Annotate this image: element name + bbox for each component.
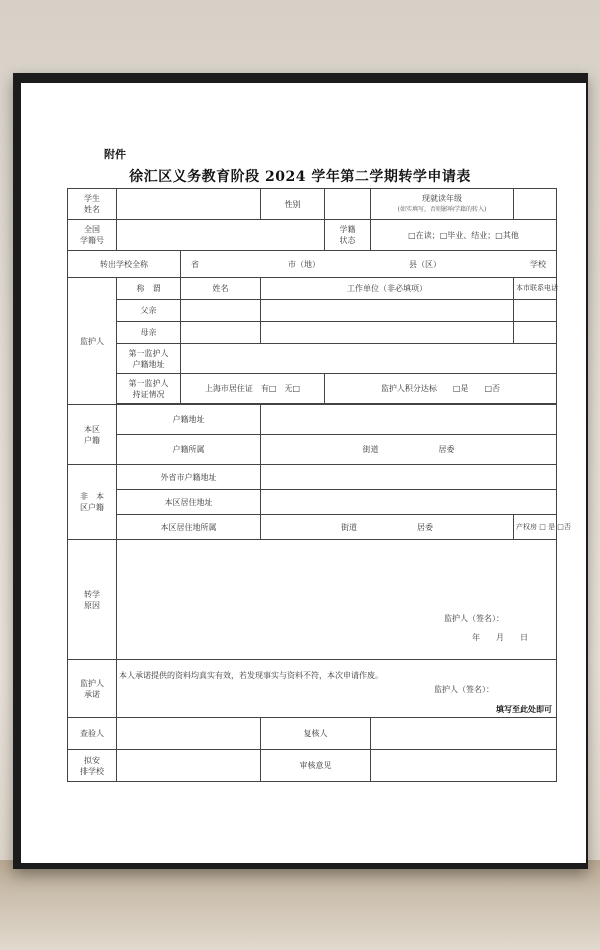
gender-field[interactable] [325, 189, 371, 220]
other-province-address-field[interactable] [261, 465, 557, 490]
col-work: 工作单位（非必填项） [261, 278, 514, 300]
pledge-label: 监护人 承诺 [68, 660, 117, 718]
fill-note: 填写至此处即可 [496, 704, 552, 714]
father-work-field[interactable] [261, 300, 514, 322]
mother-work-field[interactable] [261, 322, 514, 344]
row-first-guardian-address [68, 344, 557, 374]
transfer-school-label: 转出学校全称 [68, 251, 181, 278]
hukou-address-label: 户籍地址 [117, 405, 261, 435]
committee-label: 居委 [417, 522, 433, 532]
reason-guardian-sign: 监护人（签名）： [444, 614, 504, 623]
property-options[interactable]: 产权房 □ 是 □否 [514, 515, 557, 540]
local-hukou-label: 本区 户籍 [68, 405, 117, 465]
reviewer-field[interactable] [117, 718, 261, 750]
first-guardian-address-field[interactable] [181, 344, 557, 374]
current-grade-note: (如实填写，否则影响学籍的转入) [397, 206, 487, 213]
current-grade-label: 现就读年级 [422, 194, 462, 203]
mother-name-field[interactable] [181, 322, 261, 344]
district-residence-belongs-label: 本区居住地所属 [117, 515, 261, 540]
proposed-school-label: 拟安 排学校 [68, 750, 117, 782]
proposed-school-field[interactable] [117, 750, 261, 782]
transfer-school-field[interactable] [181, 251, 557, 278]
rechecker-field[interactable] [371, 718, 557, 750]
status-options[interactable]: □在读；□毕业、结业；□其他 [371, 220, 557, 251]
county-label: 县（区） [409, 259, 441, 269]
attachment-label: 附件 [104, 148, 126, 161]
row-proposed-school [68, 750, 557, 782]
points-options[interactable]: 监护人积分达标 □是 □否 [325, 374, 557, 404]
father-name-field[interactable] [181, 300, 261, 322]
current-grade-field[interactable] [514, 189, 557, 220]
row-mother [68, 322, 557, 344]
district-residence-field[interactable] [261, 490, 557, 515]
district-residence-label: 本区居住地址 [117, 490, 261, 515]
national-id-label: 全国 学籍号 [68, 220, 117, 251]
row-student-name [68, 189, 557, 220]
review-opinion-field[interactable] [371, 750, 557, 782]
first-guardian-permit-label: 第一监护人 持证情况 [117, 374, 181, 404]
committee-label: 居委 [438, 445, 455, 454]
city-label: 市（地） [288, 259, 320, 269]
rechecker-label: 复核人 [261, 718, 371, 750]
reason-date: 年 月 日 [472, 633, 528, 642]
row-hukou-address [68, 405, 557, 435]
status-label: 学籍 状态 [325, 220, 371, 251]
father-phone-field[interactable] [514, 300, 557, 322]
row-first-guardian-permit [68, 374, 557, 404]
hukou-belongs-field[interactable] [261, 435, 557, 465]
pledge-guardian-sign: 监护人（签名）： [434, 685, 494, 694]
row-other-province-address [68, 465, 557, 490]
mother-label: 母亲 [117, 322, 181, 344]
pledge-cell [117, 660, 557, 718]
row-father [68, 300, 557, 322]
residence-permit-options[interactable]: 上海市居住证 有□ 无□ [181, 374, 325, 404]
row-guardian-header [68, 278, 557, 300]
mother-phone-field[interactable] [514, 322, 557, 344]
father-label: 父亲 [117, 300, 181, 322]
floor-background [0, 860, 600, 950]
hukou-address-field[interactable] [261, 405, 557, 435]
application-form-table [67, 188, 571, 782]
row-district-residence [68, 490, 557, 515]
district-residence-belongs-field[interactable] [261, 515, 514, 540]
student-name-label: 学生 姓名 [68, 189, 117, 220]
street-label: 街道 [341, 522, 357, 532]
pledge-text: 本人承诺提供的资料均真实有效，若发现事实与资料不符，本次申请作废。 [119, 671, 383, 680]
student-name-field[interactable] [117, 189, 261, 220]
review-opinion-label: 审核意见 [261, 750, 371, 782]
row-national-id [68, 220, 557, 251]
reason-field[interactable] [117, 540, 557, 660]
reason-label: 转学 原因 [68, 540, 117, 660]
current-grade-cell [371, 189, 514, 220]
first-guardian-address-label: 第一监护人 户籍地址 [117, 344, 181, 374]
other-province-address-label: 外省市户籍地址 [117, 465, 261, 490]
school-label: 学校 [530, 259, 546, 269]
row-district-residence-belongs [68, 515, 557, 540]
reviewer-label: 查验人 [68, 718, 117, 750]
row-hukou-belongs [68, 435, 557, 465]
col-relation: 称 谓 [117, 278, 181, 300]
national-id-field[interactable] [117, 220, 325, 251]
col-phone: 本市联系电话 [514, 278, 557, 300]
street-label: 街道 [362, 445, 379, 454]
gender-label: 性别 [261, 189, 325, 220]
row-reviewer [68, 718, 557, 750]
form-title: 徐汇区义务教育阶段 2024 学年第二学期转学申请表 [129, 169, 471, 185]
row-pledge [68, 660, 557, 718]
row-transfer-school [68, 251, 557, 278]
guardian-label: 监护人 [68, 278, 117, 405]
col-name: 姓名 [181, 278, 261, 300]
nonlocal-label: 非 本 区户籍 [68, 465, 117, 540]
province-label: 省 [191, 259, 199, 269]
row-reason [68, 540, 557, 660]
hukou-belongs-label: 户籍所属 [117, 435, 261, 465]
